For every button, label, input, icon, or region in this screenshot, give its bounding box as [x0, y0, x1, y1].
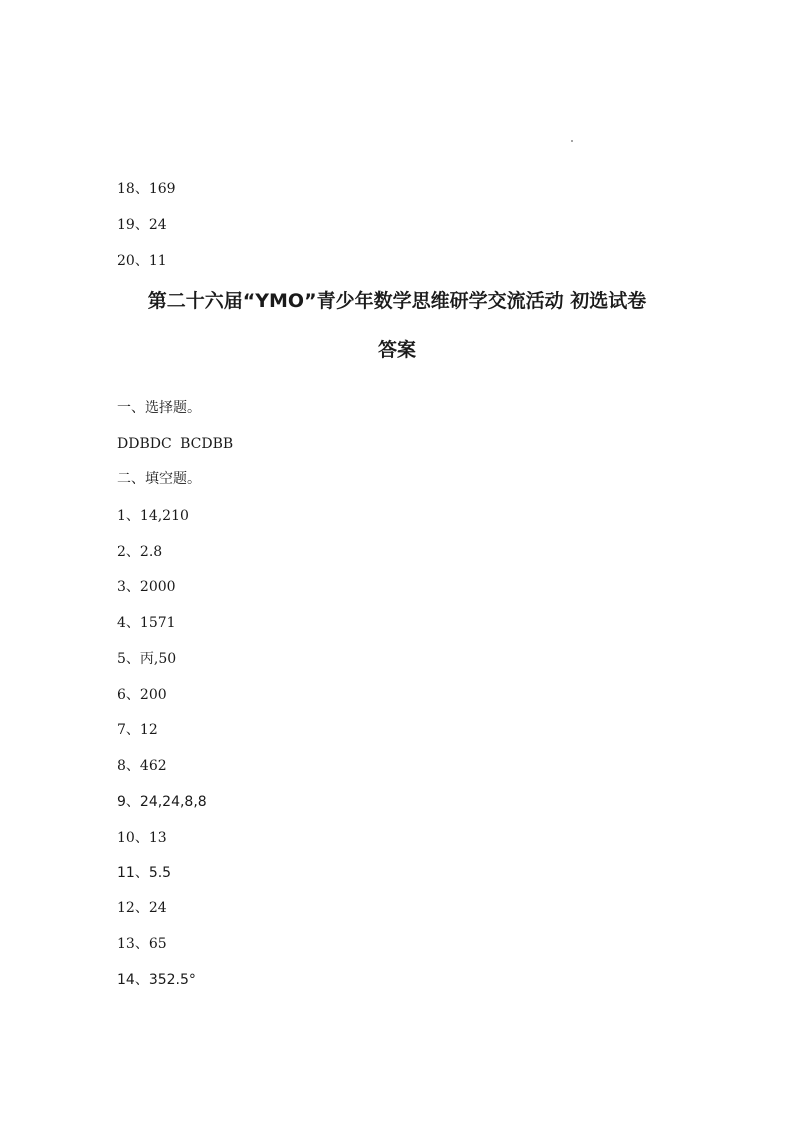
prev-answer-19: 19、24 — [117, 217, 167, 233]
fill-answer-7: 7、12 — [117, 722, 158, 738]
fill-answer-9: 9、24,24,8,8 — [117, 794, 207, 810]
scan-speck — [571, 140, 573, 142]
fill-answer-13: 13、65 — [117, 936, 167, 952]
page-title: 第二十六届“YMO”青少年数学思维研学交流活动 初选试卷 — [147, 290, 647, 312]
fill-answer-2: 2、2.8 — [117, 544, 163, 560]
fill-answer-14: 14、352.5° — [117, 972, 196, 988]
fill-answer-1: 1、14,210 — [117, 508, 189, 524]
fill-answer-11: 11、5.5 — [117, 865, 172, 881]
section-heading-fill: 二、填空题。 — [117, 471, 201, 487]
choice-answers: DDBDC BCDBB — [117, 436, 234, 452]
fill-answer-4: 4、1571 — [117, 615, 176, 631]
fill-answer-5: 5、丙,50 — [117, 651, 177, 667]
fill-answer-12: 12、24 — [117, 900, 167, 916]
fill-answer-10: 10、13 — [117, 830, 167, 846]
page-subtitle: 答案 — [377, 339, 416, 361]
prev-answer-18: 18、169 — [117, 181, 176, 197]
fill-answer-8: 8、462 — [117, 758, 167, 774]
fill-answer-3: 3、2000 — [117, 579, 176, 595]
section-heading-choice: 一、选择题。 — [117, 400, 201, 416]
prev-answer-20: 20、11 — [117, 253, 167, 269]
fill-answer-6: 6、200 — [117, 687, 167, 703]
